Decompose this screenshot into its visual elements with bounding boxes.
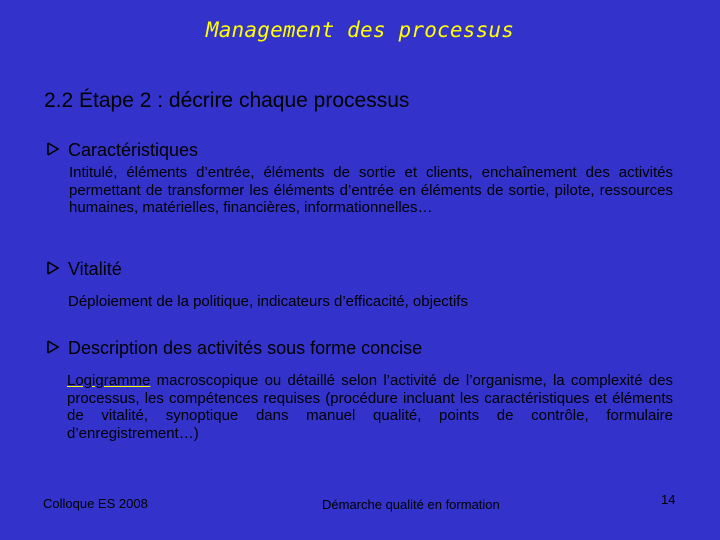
section-text-description [67,372,673,442]
arrow-right-icon [46,261,62,279]
arrow-right-icon [46,340,62,358]
section-text-vitalite: Déploiement de la politique, indicateurs d’efficacité, objectifs [68,293,468,310]
section-heading-label: Caractéristiques [68,140,199,160]
slide-title: Management des processus [205,18,515,42]
footer-left: Colloque ES 2008 [43,496,148,511]
section-text-rest: macroscopique ou détaillé selon l’activité de l’organisme, la complexité des processus, les compétences requises (procédure incluant les caractéristiques et éléments de vitalité, synoptique dans manuel qualité, points de contrôle, formulaire d’enregistrement…) [67,372,673,442]
section-heading-description [46,338,422,359]
slide-subtitle: 2.2 Étape 2 : décrire chaque processus [44,89,410,112]
arrow-right-icon [46,142,62,160]
section-heading-vitalite [46,259,122,280]
footer-center: Démarche qualité en formation [322,497,500,512]
page-number: 14 [661,492,676,507]
section-text-caracteristiques: Intitulé, éléments d’entrée, éléments de sortie et clients, enchaînement des activités permettant de transformer les éléments d’entrée en éléments de sortie, pilote, ressources humaines, matérielles, financières, informationnelles… [69,164,673,216]
section-heading-label: Vitalité [68,259,122,279]
logigramme-link: Logigramme [67,372,151,389]
section-heading-caracteristiques [46,140,198,161]
section-heading-label: Description des activités sous forme concise [68,338,423,358]
